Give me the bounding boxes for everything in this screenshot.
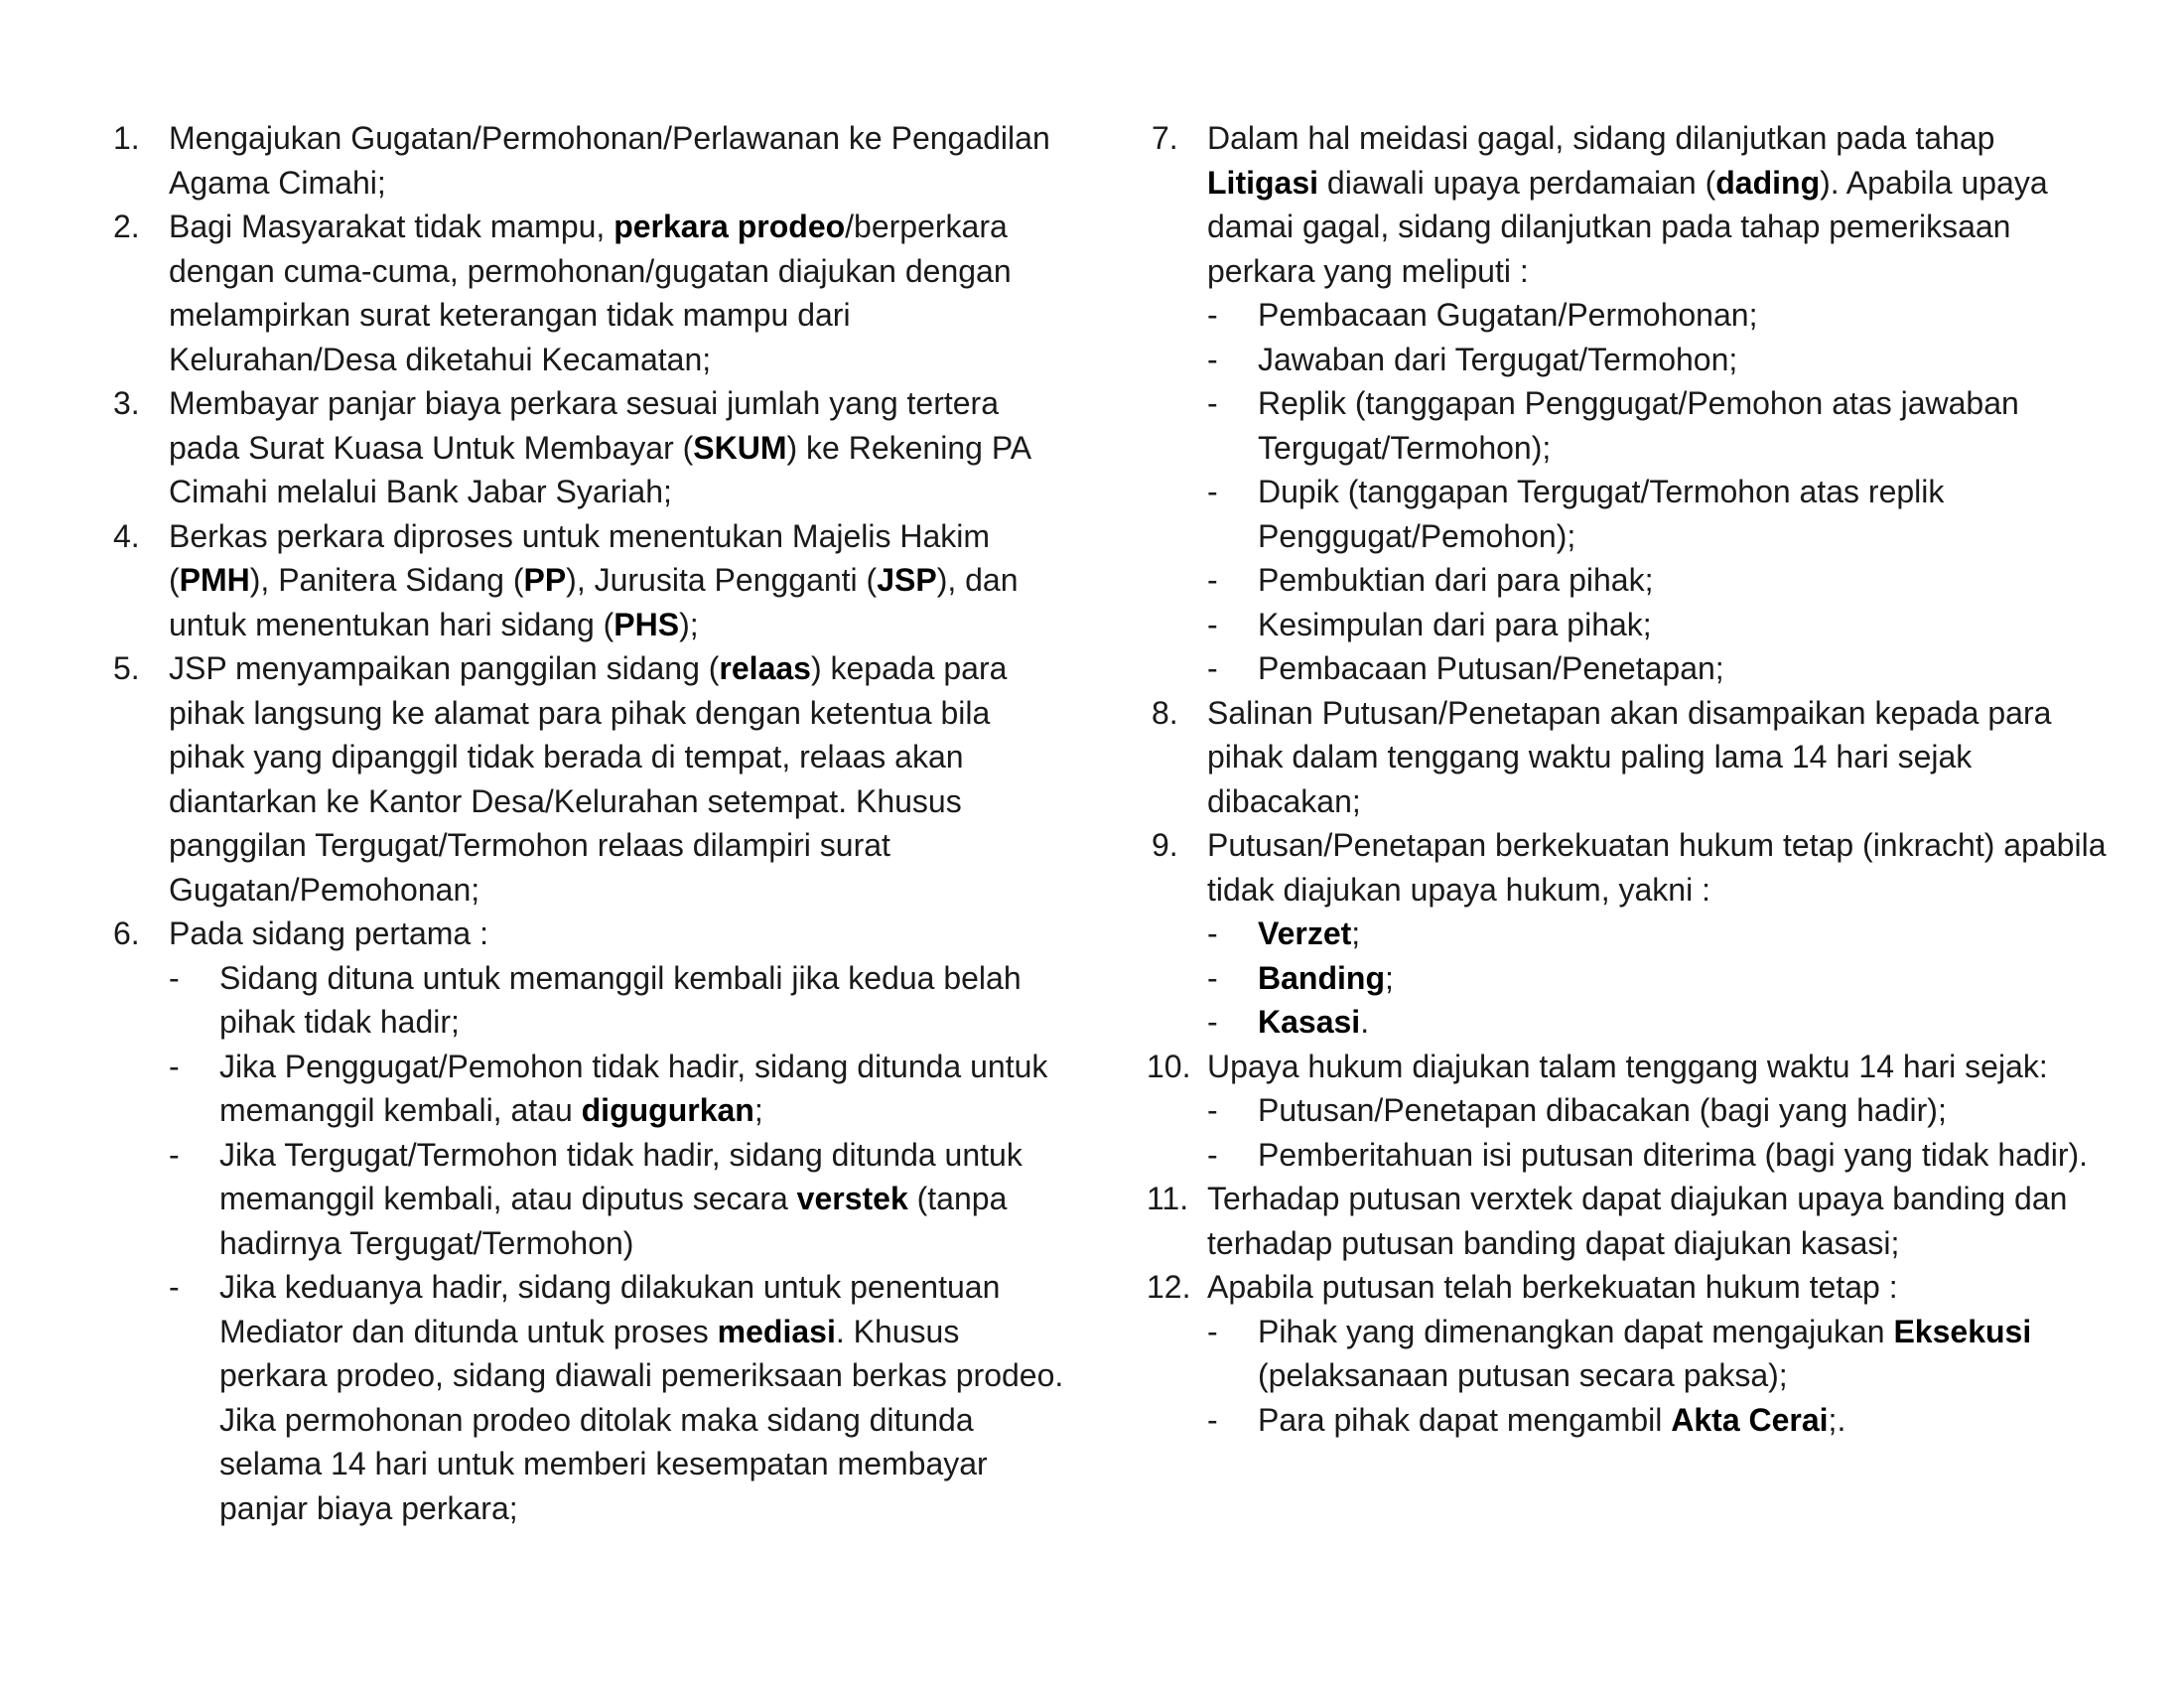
dash-bullet: -: [169, 1136, 180, 1173]
dash-bullet: -: [169, 1048, 180, 1084]
procedure-step: [113, 514, 1071, 647]
sub-item-text: [219, 1049, 1047, 1129]
sub-item: [1207, 1398, 2110, 1443]
text-segment: JSP menyampaikan panggilan sidang (: [169, 650, 720, 686]
bold-term: Akta Cerai: [1671, 1401, 1829, 1438]
procedure-step: [113, 116, 1071, 205]
sub-item: [169, 1265, 1071, 1530]
bold-term: JSP: [877, 562, 937, 598]
text-segment: Para pihak dapat mengambil: [1258, 1401, 1672, 1438]
sub-item-text: [1258, 1004, 1369, 1040]
bold-term: dading: [1715, 164, 1821, 201]
sub-item: [1207, 293, 2110, 338]
step-text: [1207, 827, 2106, 908]
step-number: 5.: [113, 650, 140, 686]
text-segment: Pemberitahuan isi putusan diterima (bagi yang tidak hadir).: [1258, 1136, 2089, 1173]
text-segment: Terhadap putusan verxtek dapat diajukan upaya banding dan terhadap putusan banding dapat diajukan kasasi;: [1207, 1181, 2068, 1261]
text-segment: Mengajukan Gugatan/Permohonan/Perlawanan ke Pengadilan Agama Cimahi;: [169, 120, 1050, 201]
step-text: [1207, 1049, 2048, 1084]
sub-item: [1207, 558, 2110, 603]
sub-item: [169, 1045, 1071, 1133]
text-segment: ). Apabila upaya damai gagal, sidang dilanjutkan pada tahap pemeriksaan perkara yang meliputi :: [1207, 164, 2048, 289]
step-text: [169, 650, 1007, 908]
procedure-step: [1152, 116, 2110, 691]
text-segment: (pelaksanaan putusan secara paksa);: [1258, 1357, 1788, 1393]
sub-item-text: [1258, 915, 1360, 951]
sub-item-text: [1258, 385, 2019, 466]
sub-item: [1207, 646, 2110, 691]
text-segment: Pada sidang pertama :: [169, 915, 488, 951]
step-text: [1207, 695, 2051, 819]
sub-item-text: [1258, 1402, 1845, 1438]
procedure-step: [1147, 1177, 2110, 1265]
step-number: 9.: [1152, 827, 1178, 863]
text-segment: Membayar panjar biaya perkara sesuai jumlah yang tertera pada Surat Kuasa Untuk Membayar (: [169, 385, 999, 466]
bold-term: Banding: [1258, 959, 1385, 996]
sub-item-text: [1258, 607, 1652, 642]
sub-list: [169, 956, 1071, 1531]
step-number: 3.: [113, 385, 140, 421]
sub-item: [1207, 1000, 2110, 1045]
bold-term: SKUM: [693, 429, 787, 466]
text-segment: Pembuktian dari para pihak;: [1258, 562, 1654, 598]
step-text: [169, 209, 1012, 377]
text-segment: Salinan Putusan/Penetapan akan disampaikan kepada para pihak dalam tenggang waktu paling lama 14 hari sejak dibacakan;: [1207, 694, 2052, 819]
step-text: [169, 385, 1029, 509]
bold-term: perkara prodeo: [614, 209, 846, 244]
dash-bullet: -: [1207, 1092, 1218, 1128]
step-number: 6.: [113, 915, 140, 951]
sub-item-text: [219, 1269, 1063, 1526]
procedure-step: [1152, 691, 2110, 824]
sub-item: [1207, 1310, 2110, 1398]
text-segment: Jika keduanya hadir, sidang dilakukan untuk penentuan Mediator dan ditunda untuk proses: [219, 1269, 1001, 1349]
sub-item: [169, 956, 1071, 1045]
procedure-step: [1147, 1045, 2110, 1178]
dash-bullet: -: [1207, 1136, 1218, 1173]
dash-bullet: -: [1207, 1313, 1218, 1349]
text-segment: Bagi Masyarakat tidak mampu,: [169, 209, 614, 244]
text-segment: . Khusus perkara prodeo, sidang diawali pemeriksaan berkas prodeo. Jika permohonan prodeo ditolak maka sidang ditunda selama 14 hari untuk memberi kesempatan membayar panjar biaya perkara;: [219, 1313, 1064, 1526]
text-segment: Dalam hal meidasi gagal, sidang dilanjutkan pada tahap: [1207, 120, 1995, 156]
sub-item-text: [1258, 1092, 1947, 1128]
procedure-step: [113, 912, 1071, 1530]
text-segment: ), Panitera Sidang (: [249, 562, 524, 598]
text-segment: ;.: [1828, 1401, 1846, 1438]
text-segment: Dupik (tanggapan Tergugat/Termohon atas replik Penggugat/Pemohon);: [1258, 474, 1945, 554]
sub-item: [1207, 381, 2110, 470]
text-segment: Jawaban dari Tergugat/Termohon;: [1258, 341, 1738, 377]
bold-term: Kasasi: [1258, 1004, 1361, 1040]
bold-term: PMH: [179, 562, 250, 598]
procedure-step: [113, 646, 1071, 912]
sub-item-text: [1258, 650, 1724, 686]
text-segment: Apabila putusan telah berkekuatan hukum tetap :: [1207, 1269, 1898, 1305]
text-segment: ) ke Rekening PA Cimahi melalui Bank Jabar Syariah;: [169, 429, 1030, 509]
sub-list: [1207, 293, 2110, 691]
step-number: 8.: [1152, 694, 1178, 731]
bold-term: Litigasi: [1207, 164, 1319, 201]
text-segment: Putusan/Penetapan berkekuatan hukum tetap (inkracht) apabila tidak diajukan upaya hukum, yakni :: [1207, 827, 2107, 908]
bold-term: PHS: [614, 606, 680, 642]
text-segment: Pembacaan Gugatan/Permohonan;: [1258, 297, 1758, 333]
sub-item: [1207, 1133, 2110, 1178]
text-segment: ;: [1384, 959, 1394, 996]
sub-list: [1207, 912, 2110, 1045]
sub-item-text: [1258, 562, 1653, 598]
sub-item-text: [219, 960, 1022, 1041]
dash-bullet: -: [1207, 385, 1218, 421]
text-segment: Putusan/Penetapan dibacakan (bagi yang hadir);: [1258, 1092, 1947, 1128]
bold-term: digugurkan: [581, 1092, 754, 1128]
left-column: [113, 116, 1071, 1530]
dash-bullet: -: [1207, 1004, 1218, 1040]
dash-bullet: -: [1207, 606, 1218, 642]
text-segment: ), Jurusita Pengganti (: [566, 562, 878, 598]
text-segment: );: [679, 606, 699, 642]
bold-term: mediasi: [717, 1313, 836, 1349]
procedure-step: [113, 205, 1071, 381]
bold-term: verstek: [796, 1181, 908, 1216]
bold-term: Verzet: [1258, 915, 1352, 951]
text-segment: Berkas perkara diproses untuk menentukan Majelis Hakim (: [169, 517, 991, 598]
sub-item: [169, 1133, 1071, 1266]
procedure-list-left: [113, 116, 1071, 1530]
dash-bullet: -: [1207, 1401, 1218, 1438]
sub-list: [1207, 1310, 2110, 1443]
text-segment: /berperkara dengan cuma-cuma, permohonan/gugatan diajukan dengan melampirkan surat keterangan tidak mampu dari Kelurahan/Desa diketahui Kecamatan;: [169, 209, 1012, 377]
text-segment: (tanpa hadirnya Tergugat/Termohon): [219, 1181, 1008, 1261]
right-column: [1147, 116, 2110, 1442]
dash-bullet: -: [1207, 474, 1218, 509]
sub-item-text: [1258, 1137, 2088, 1173]
text-segment: Kesimpulan dari para pihak;: [1258, 606, 1652, 642]
procedure-list-right: [1147, 116, 2110, 1442]
bold-term: PP: [523, 562, 567, 598]
sub-list: [1207, 1088, 2110, 1177]
step-text: [1207, 120, 2048, 289]
step-text: [1207, 1269, 1898, 1305]
dash-bullet: -: [1207, 915, 1218, 951]
text-segment: ;: [753, 1092, 763, 1128]
procedure-step: [1152, 823, 2110, 1045]
step-number: 2.: [113, 209, 140, 244]
sub-item: [1207, 956, 2110, 1001]
step-number: 4.: [113, 517, 140, 554]
procedure-step: [113, 381, 1071, 514]
bold-term: relaas: [719, 650, 811, 686]
procedure-step: [1147, 1265, 2110, 1442]
sub-item: [1207, 338, 2110, 382]
step-number: 10.: [1147, 1048, 1191, 1084]
sub-item-text: [219, 1137, 1023, 1261]
step-text: [169, 120, 1050, 201]
text-segment: ;: [1351, 915, 1361, 951]
sub-item: [1207, 470, 2110, 558]
sub-item-text: [1258, 960, 1394, 996]
text-segment: Sidang dituna untuk memanggil kembali jika kedua belah pihak tidak hadir;: [219, 959, 1022, 1040]
step-number: 1.: [113, 120, 140, 156]
dash-bullet: -: [1207, 650, 1218, 686]
text-segment: Pembacaan Putusan/Penetapan;: [1258, 650, 1724, 686]
dash-bullet: -: [169, 959, 180, 996]
step-text: [169, 915, 488, 951]
step-number: 12.: [1147, 1269, 1191, 1305]
sub-item-text: [1258, 1314, 2031, 1394]
sub-item-text: [1258, 342, 1737, 377]
sub-item-text: [1258, 297, 1757, 333]
dash-bullet: -: [1207, 341, 1218, 377]
sub-item: [1207, 603, 2110, 647]
text-segment: ), dan untuk menentukan hari sidang (: [169, 562, 1019, 642]
sub-item-text: [1258, 474, 1944, 554]
step-number: 7.: [1152, 120, 1178, 156]
text-segment: .: [1360, 1004, 1370, 1040]
step-text: [169, 518, 1019, 642]
text-segment: Jika Penggugat/Pemohon tidak hadir, sidang ditunda untuk memanggil kembali, atau: [219, 1048, 1048, 1128]
step-text: [1207, 1181, 2067, 1261]
text-segment: diawali upaya perdamaian (: [1318, 164, 1716, 201]
text-segment: Replik (tanggapan Penggugat/Pemohon atas jawaban Tergugat/Termohon);: [1258, 385, 2019, 466]
step-number: 11.: [1147, 1181, 1189, 1216]
text-segment: ) kepada para pihak langsung ke alamat para pihak dengan ketentua bila pihak yang dipanggil tidak berada di tempat, relaas akan diantarkan ke Kantor Desa/Kelurahan setempat. Khusus panggilan Tergugat/Termohon relaas dilampiri surat Gugatan/Pemohonan;: [169, 650, 1008, 908]
bold-term: Eksekusi: [1893, 1313, 2032, 1349]
text-segment: Pihak yang dimenangkan dapat mengajukan: [1258, 1313, 1894, 1349]
sub-item: [1207, 912, 2110, 956]
dash-bullet: -: [169, 1269, 180, 1305]
dash-bullet: -: [1207, 562, 1218, 598]
sub-item: [1207, 1088, 2110, 1133]
dash-bullet: -: [1207, 959, 1218, 996]
text-segment: Jika Tergugat/Termohon tidak hadir, sidang ditunda untuk memanggil kembali, atau diputus secara: [219, 1136, 1023, 1216]
text-segment: Upaya hukum diajukan talam tenggang waktu 14 hari sejak:: [1207, 1048, 2048, 1084]
dash-bullet: -: [1207, 297, 1218, 333]
